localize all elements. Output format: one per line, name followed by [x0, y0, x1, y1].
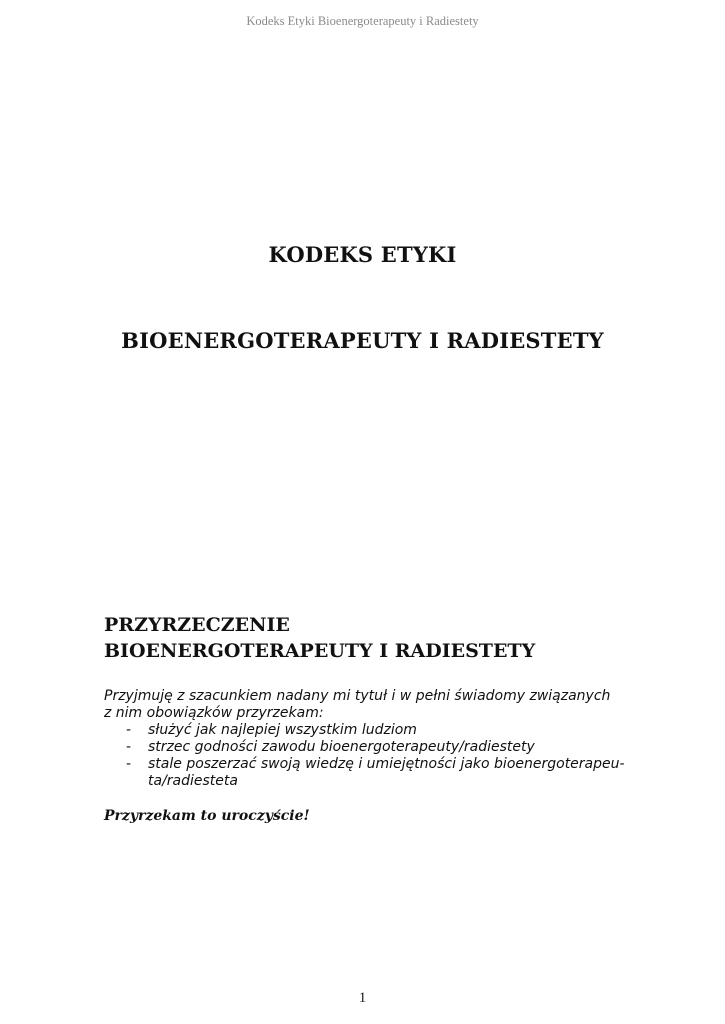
vow-dash: - — [126, 722, 132, 738]
vow-text: służyć jak najlepiej wszystkim ludziom — [148, 722, 417, 738]
vow-dash: - — [126, 756, 132, 772]
vow-text-continuation: ta/radiesteta — [148, 773, 238, 789]
vow-text: stale poszerzać swoją wiedzę i umiejętności jako bioenergoterapeu- — [148, 756, 625, 772]
oath-closing: Przyrzekam to uroczyście! — [104, 808, 310, 824]
vow-dash: - — [126, 739, 132, 755]
oath-heading-line-2: BIOENERGOTERAPEUTY I RADIESTETY — [104, 640, 536, 662]
running-header: Kodeks Etyki Bioenergoterapeuty i Radiestety — [246, 14, 479, 28]
page-number: 1 — [358, 990, 367, 1006]
document-subtitle: BIOENERGOTERAPEUTY I RADIESTETY — [121, 328, 604, 353]
oath-heading-line-1: PRZYRZECZENIE — [104, 614, 290, 636]
document-title: KODEKS ETYKI — [268, 242, 457, 267]
oath-heading — [104, 612, 535, 664]
oath-intro-line-2: z nim obowiązków przyrzekam: — [104, 705, 324, 721]
vow-item — [104, 739, 629, 756]
vow-list — [104, 722, 629, 790]
vow-item — [104, 756, 629, 790]
vow-item — [104, 722, 629, 739]
vow-text: strzec godności zawodu bioenergoterapeuty/radiestety — [148, 739, 535, 755]
oath-body — [104, 688, 629, 790]
oath-intro-line-1: Przyjmuję z szacunkiem nadany mi tytuł i w pełni świadomy związanych — [104, 688, 611, 704]
